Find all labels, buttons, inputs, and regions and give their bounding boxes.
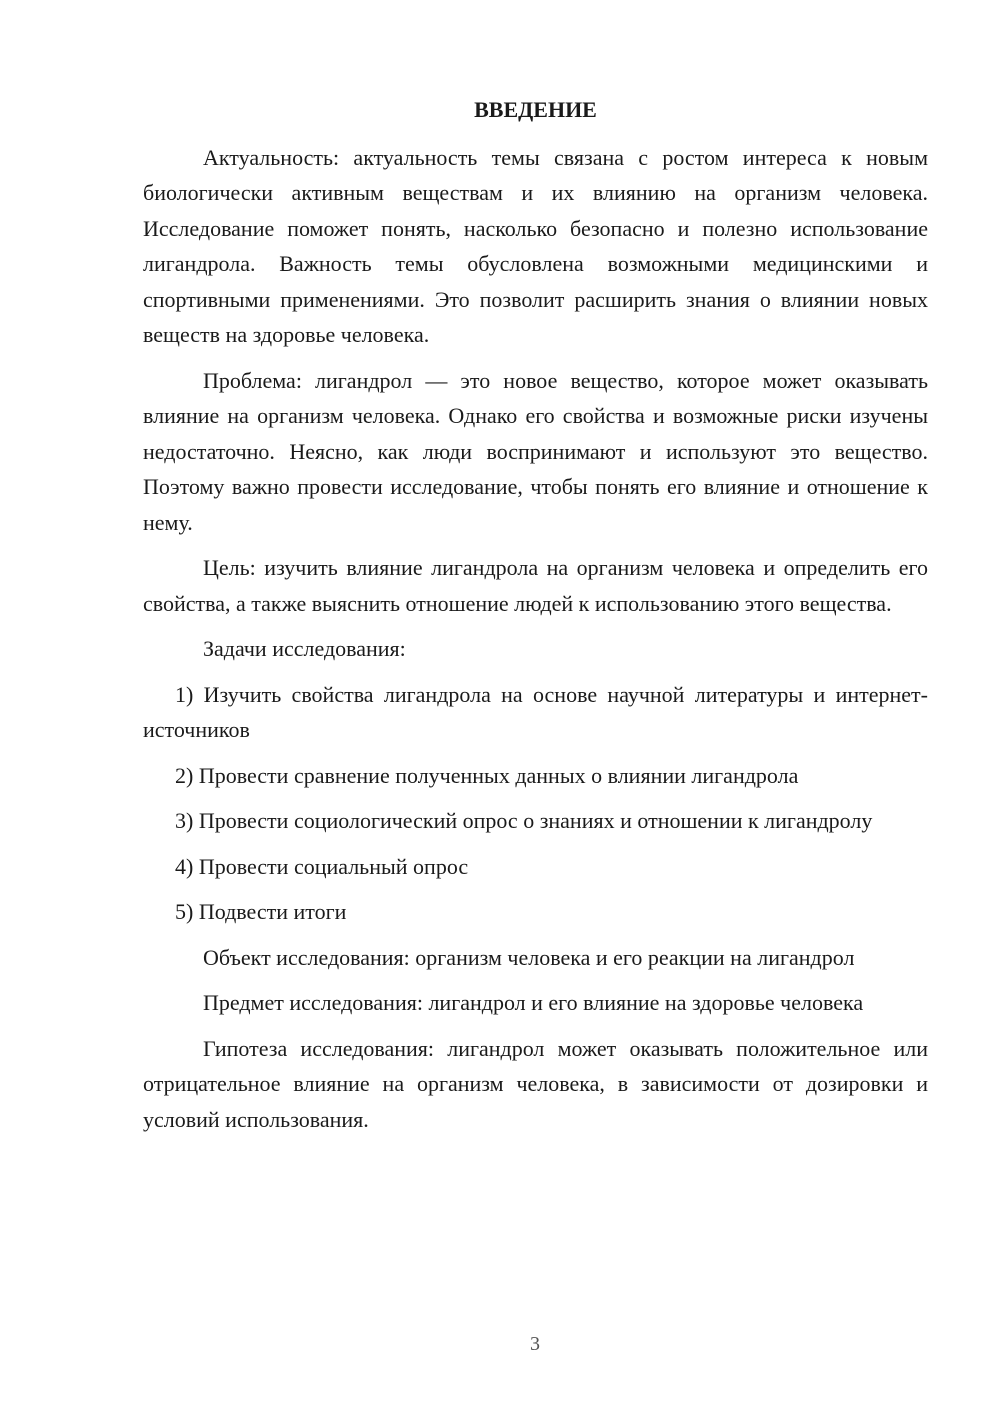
document-page (143, 92, 928, 1147)
task-item-5: 5) Подвести итоги (175, 899, 347, 924)
paragraph-goal: Цель: изучить влияние лигандрола на организм человека и определить его свойства, а также выяснить отношение людей к использованию этого вещества. (143, 555, 928, 616)
page-title: ВВЕДЕНИЕ (474, 97, 597, 122)
paragraph-hypothesis: Гипотеза исследования: лигандрол может оказывать положительное или отрицательное влияние на организм человека, в зависимости от дозировки и условий использования. (143, 1035, 928, 1132)
task-item-4: 4) Провести социальный опрос (175, 853, 469, 879)
paragraph-object: Объект исследования: организм человека и его реакции на лигандрол (203, 944, 855, 970)
task-item-2: 2) Провести сравнение полученных данных о влиянии лигандрола (175, 762, 799, 788)
task-item-3: 3) Провести социологический опрос о знаниях и отношении к лигандролу (175, 808, 873, 833)
tasks-heading: Задачи исследования: (203, 636, 406, 661)
task-item-1: 1) Изучить свойства лигандрола на основе научной литературы и интернет-источников (143, 681, 928, 742)
paragraph-problem: Проблема: лигандрол — это новое вещество, которое может оказывать влияние на организм человека. Однако его свойства и возможные риски изучены недостаточно. Неясно, как люди воспринимают и используют это вещество. Поэтому важно провести исследование, чтобы понять его влияние и отношение к нему. (143, 367, 928, 535)
paragraph-relevance: Актуальность: актуальность темы связана с ростом интереса к новым биологически активным веществам и их влиянию на организм человека. Исследование поможет понять, насколько безопасно и полезно использование лигандрола. Важность темы обусловлена возможными медицинскими и спортивными применениями. Это позволит расширить знания о влиянии новых веществ на здоровье человека. (143, 144, 928, 347)
page-number: 3 (530, 1333, 540, 1355)
paragraph-subject: Предмет исследования: лигандрол и его влияние на здоровье человека (203, 990, 864, 1015)
